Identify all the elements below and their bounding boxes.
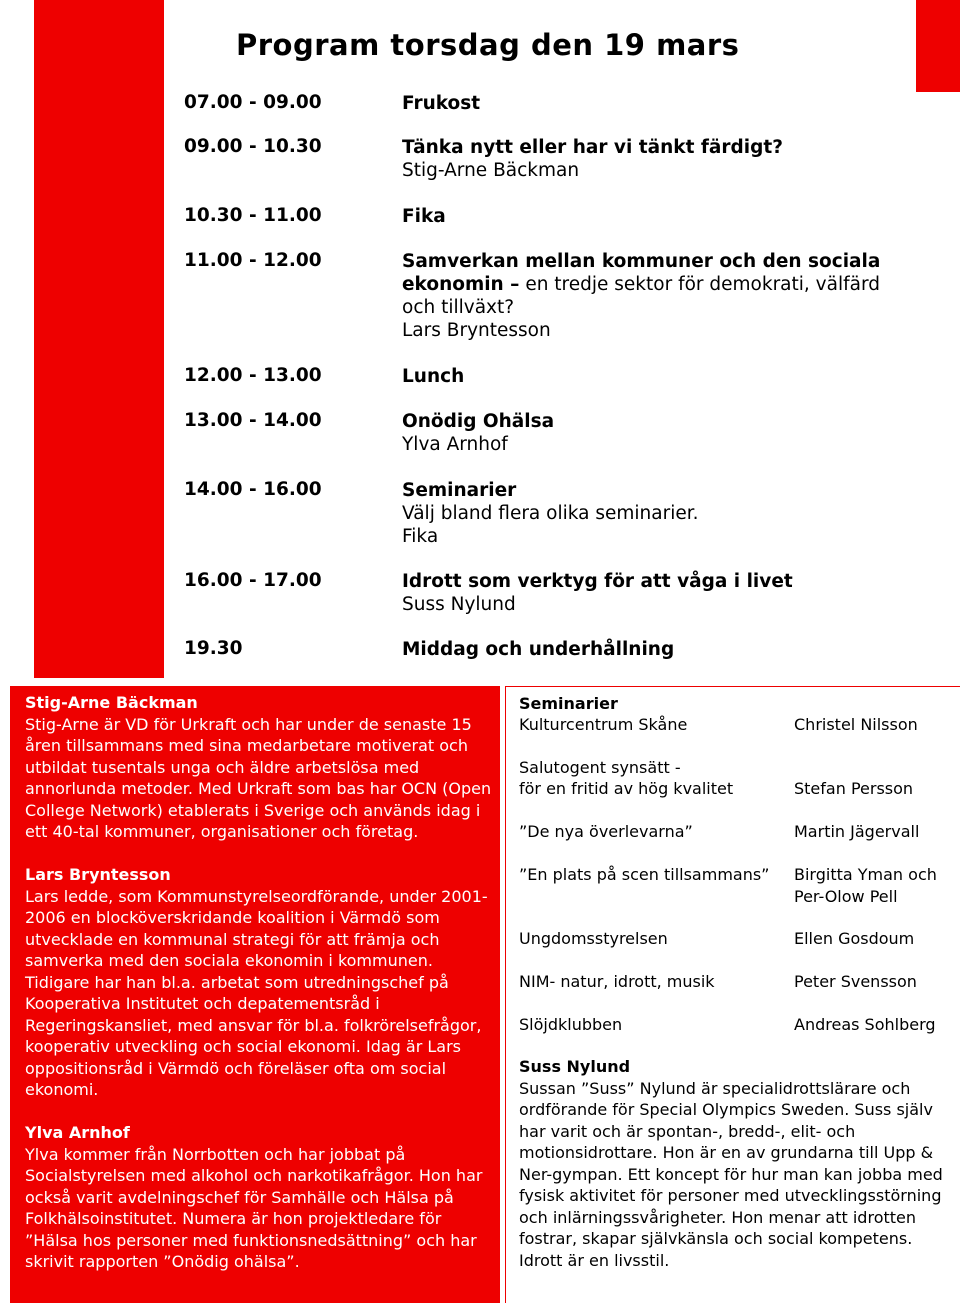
bio-suss-name: Suss Nylund bbox=[519, 1057, 631, 1076]
corner-margin bbox=[0, 0, 34, 678]
item-6-line1: Välj bland flera olika seminarier. bbox=[402, 503, 699, 524]
item-1-speaker: Stig-Arne Bäckman bbox=[402, 160, 580, 181]
item-6-line2: Fika bbox=[402, 526, 439, 547]
item-3-line3: och tillväxt? bbox=[402, 297, 515, 318]
seminar-6-name: Andreas Sohlberg bbox=[794, 1015, 936, 1034]
item-8-title: Middag och underhållning bbox=[402, 639, 675, 660]
seminar-1-title2: för en fritid av hög kvalitet bbox=[519, 779, 734, 798]
item-0 bbox=[402, 92, 480, 115]
divider-horizontal bbox=[505, 686, 960, 687]
seminar-4-name: Ellen Gosdoum bbox=[794, 929, 915, 948]
item-4 bbox=[402, 365, 464, 388]
item-0-title: Frukost bbox=[402, 93, 481, 114]
item-3-title-line2 bbox=[402, 273, 880, 296]
item-3-speaker: Lars Bryntesson bbox=[402, 320, 551, 341]
time-6: 14.00 - 16.00 bbox=[184, 479, 322, 500]
bio-text bbox=[25, 692, 495, 1273]
item-2-title: Fika bbox=[402, 206, 446, 227]
divider-vertical bbox=[505, 686, 506, 1303]
item-3-title-rest: en tredje sektor för demokrati, välfärd bbox=[519, 274, 880, 295]
item-4-title: Lunch bbox=[402, 366, 465, 387]
bio-panel bbox=[10, 686, 500, 1303]
item-6 bbox=[402, 479, 699, 548]
item-3-title-bold: ekonomin – bbox=[402, 274, 520, 295]
seminar-6-title: Slöjdklubben bbox=[519, 1015, 623, 1034]
seminar-3-name: Birgitta Yman och bbox=[794, 865, 937, 884]
seminar-0-name: Christel Nilsson bbox=[794, 715, 918, 734]
item-7 bbox=[402, 570, 793, 616]
seminar-2-name: Martin Jägervall bbox=[794, 822, 920, 841]
time-4: 12.00 - 13.00 bbox=[184, 365, 322, 386]
seminar-0-title: Kulturcentrum Skåne bbox=[519, 715, 688, 734]
item-1 bbox=[402, 136, 783, 182]
bio-suss-text: Sussan ”Suss” Nylund är specialidrottslärare och ordförande för Special Olympics Sweden. Suss själv har varit och är spontan-, bredd-, elit- och motionsidrottare. Hon är en av grundarna till Upp & Ner-gympan. Ett koncept för hur man kan jobba med fysisk aktivitet för personer med utvecklingsstörning och inlärningssvårigheter. Hon menar att idrotten fostrar, skapar självkänsla och social kompetens. Idrott är en livsstil. bbox=[519, 1078, 943, 1270]
time-2: 10.30 - 11.00 bbox=[184, 205, 322, 226]
time-0: 07.00 - 09.00 bbox=[184, 92, 322, 113]
bio-lars-name: Lars Bryntesson bbox=[25, 865, 171, 884]
bio-ylva-name: Ylva Arnhof bbox=[25, 1123, 130, 1142]
item-6-title: Seminarier bbox=[402, 480, 517, 501]
item-8 bbox=[402, 638, 674, 661]
page-title: Program torsdag den 19 mars bbox=[236, 28, 740, 62]
item-1-title: Tänka nytt eller har vi tänkt färdigt? bbox=[402, 137, 783, 158]
seminar-1-title: Salutogent synsätt - bbox=[519, 758, 681, 777]
item-3 bbox=[402, 250, 880, 342]
item-5 bbox=[402, 410, 554, 456]
bottom-section bbox=[0, 686, 960, 1303]
seminar-5-name: Peter Svensson bbox=[794, 972, 917, 991]
time-3: 11.00 - 12.00 bbox=[184, 250, 322, 271]
seminar-3-name2: Per-Olow Pell bbox=[794, 887, 898, 906]
time-8: 19.30 bbox=[184, 638, 243, 659]
seminar-1-name: Stefan Persson bbox=[794, 779, 914, 798]
time-5: 13.00 - 14.00 bbox=[184, 410, 322, 431]
time-7: 16.00 - 17.00 bbox=[184, 570, 322, 591]
item-7-title: Idrott som verktyg för att våga i livet bbox=[402, 571, 793, 592]
bio-suss bbox=[519, 1056, 949, 1271]
seminar-3-title: ”En plats på scen tillsammans” bbox=[519, 865, 770, 884]
seminar-5-title: NIM- natur, idrott, musik bbox=[519, 972, 715, 991]
bio-ylva-text: Ylva kommer från Norrbotten och har jobbat på Socialstyrelsen med alkohol och narkotikafrågor. Hon har också varit avdelningschef för Samhälle och Hälsa på Folkhälsoinstitutet. Numera är hon projektledare för ”Hälsa hos personer med funktionsnedsättning” och har skrivit rapporten ”Onödig ohälsa”. bbox=[25, 1144, 483, 1271]
time-1: 09.00 - 10.30 bbox=[184, 136, 322, 157]
item-2 bbox=[402, 205, 446, 228]
item-5-speaker: Ylva Arnhof bbox=[402, 434, 508, 455]
item-3-title: Samverkan mellan kommuner och den sociala bbox=[402, 251, 881, 272]
bio-stig-name: Stig-Arne Bäckman bbox=[25, 693, 198, 712]
bio-stig-text: Stig-Arne är VD för Urkraft och har under de senaste 15 åren tillsammans med sina medarbetare motiverat och utbildat tusentals unga och äldre arbetslösa med annorlunda metoder. Med Urkraft som bas har OCN (Open College Network) etablerats i Sverige och används idag i ett 40-tal kommuner, organisationer och företag. bbox=[25, 714, 492, 841]
item-5-title: Onödig Ohälsa bbox=[402, 411, 555, 432]
item-7-speaker: Suss Nylund bbox=[402, 594, 516, 615]
seminar-2-title: ”De nya överlevarna” bbox=[519, 822, 693, 841]
bio-lars-text: Lars ledde, som Kommunstyrelseordförande, under 2001-2006 en blocköverskridande koalition i Värmdö som utvecklade en kommunal strategi för att främja och samverka med den sociala ekonomin i kommunen. Tidigare har han bl.a. arbetat som utredningschef på Kooperativa Institutet och depatementsråd i Regeringskansliet, med ansvar för bl.a. folkrörelsefrågor, kooperativ utveckling och social ekonomi. Idag är Lars oppositionsråd i Värmdö och föreläser ofta om social ekonomi. bbox=[25, 886, 488, 1099]
seminar-4-title: Ungdomsstyrelsen bbox=[519, 929, 668, 948]
seminars-heading: Seminarier bbox=[519, 694, 618, 713]
red-top-right-block bbox=[916, 0, 960, 92]
